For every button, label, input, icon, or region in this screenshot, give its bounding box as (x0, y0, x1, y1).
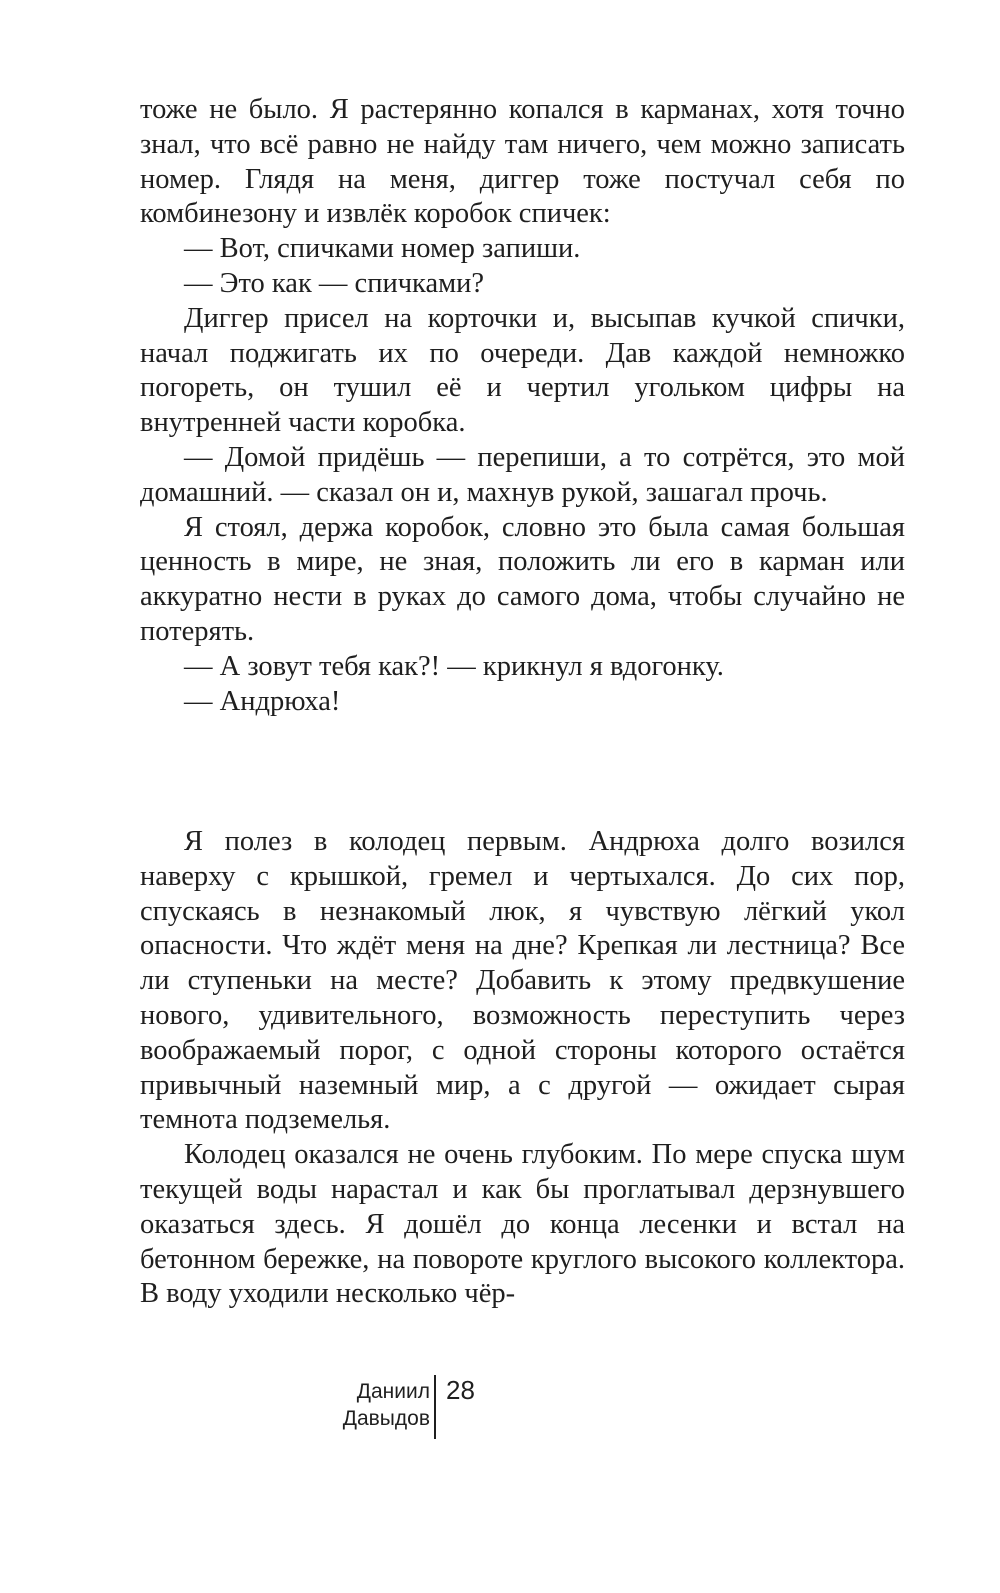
page-footer (300, 1375, 700, 1445)
paragraph: Диггер присел на корточки и, высыпав кучкой спички, начал поджигать их по очереди. Дав каждой немножко погореть, он тушил её и чертил угольком цифры на внутренней части коробка. (140, 302, 905, 439)
paragraph: Колодец оказался не очень глубоким. По мере спуска шум текущей воды нарастал и как бы проглатывал дерзнувшего оказаться здесь. Я дошёл до конца лесенки и встал на бетонном бережке, на повороте круглого высокого коллектора. В воду уходили несколько чёр- (140, 1139, 905, 1310)
paragraph: Я полез в колодец первым. Андрюха долго возился наверху с крышкой, гремел и чертыхался. До сих пор, спускаясь в незнакомый люк, я чувствую лёгкий укол опасности. Что ждёт меня на дне? Крепкая ли лестница? Все ли ступеньки на месте? Добавить к этому предвкушение нового, удивительного, возможность переступить через воображаемый порог, с одной стороны которого остаётся привычный наземный мир, а с другой — ожидает сырая темнота подземелья. (140, 826, 905, 1136)
paragraph: Я стоял, держа коробок, словно это была самая большая ценность в мире, не зная, положить ли его в карман или аккуратно нести в руках до самого дома, чтобы случайно не потерять. (140, 511, 905, 647)
text-block-lower (140, 825, 905, 1312)
paragraph: тоже не было. Я растерянно копался в карманах, хотя точно знал, что всё равно не найду там ничего, чем можно записать номер. Глядя на меня, диггер тоже постучал себя по комбинезону и извлёк коробок спичек: (140, 94, 905, 230)
page-number: 28 (446, 1375, 475, 1405)
footer-divider (434, 1375, 436, 1439)
dialogue-line: — А зовут тебя как?! — крикнул я вдогонку. (184, 650, 724, 682)
dialogue-line: — Вот, спичками номер запиши. (184, 233, 581, 265)
dialogue-line: — Домой придёшь — перепиши, а то сотрётся, это мой домашний. — сказал он и, махнув рукой, зашагал прочь. (140, 441, 905, 508)
dialogue-line: — Андрюха! (184, 685, 341, 717)
dialogue-line: — Это как — спичками? (184, 267, 485, 299)
author-first-name: Даниил (356, 1380, 430, 1403)
author-last-name: Давыдов (342, 1407, 430, 1430)
text-block-upper (140, 93, 905, 719)
footer-author (343, 1378, 430, 1432)
